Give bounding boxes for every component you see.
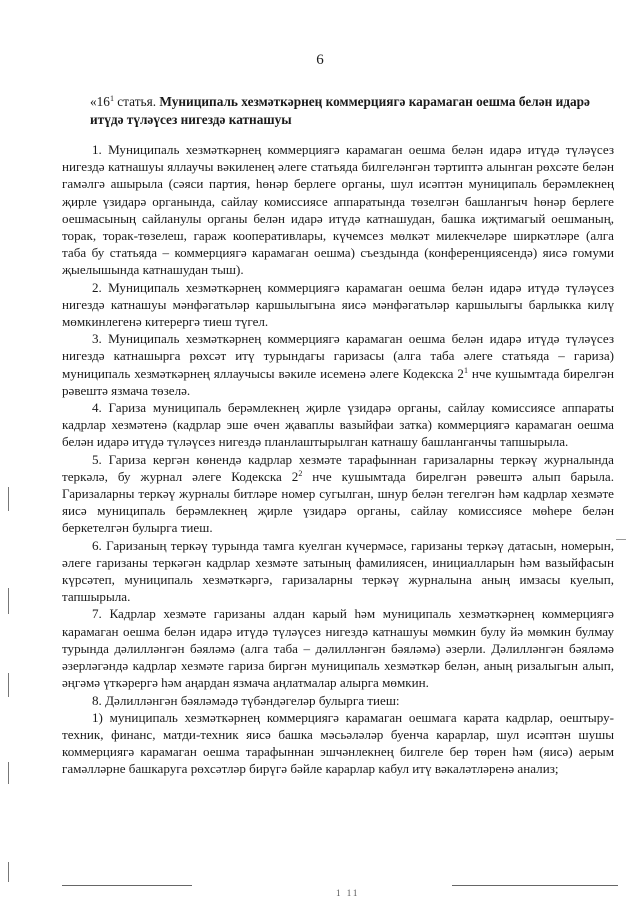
scan-margin-mark bbox=[8, 862, 9, 882]
scan-margin-mark bbox=[8, 588, 9, 614]
scan-bottom-marks: 1 11 bbox=[336, 888, 360, 898]
scan-margin-mark bbox=[616, 539, 626, 540]
paragraph-8: 8. Дәлилләнгән бәяләмәдә түбәндәгеләр булырга тиеш: bbox=[92, 692, 400, 708]
scan-margin-mark bbox=[8, 762, 9, 784]
scan-bottom-rule bbox=[452, 885, 618, 886]
paragraph-3: 3. Муниципаль хезмәткәрнең коммерциягә карамаган оешма белән идарә итүдә түләүсез нигездә катнашырга рөхсәт итү турындагы гаризасы (алга таба әлеге статьяда – гариза) муниципаль хезмәткәрнең яллаучысы вәкиле исеменә әлеге Кодекска $2^1$ нче кушымтада бирелгән рәвештә язмача төзелә. bbox=[62, 331, 614, 398]
paragraph-1: 1. Муниципаль хезмәткәрнең коммерциягә карамаган оешма белән идарә итүдә түләүсез нигездә катнашуы яллаучы вәкиленең әлеге статьяда билгеләнгән тәртиптә алынган рөхсәте белән гамәлгә ашырыла (сәяси партия, һөнәр берлеге органы, шул исәптән муниципаль берәмлекнең җирле үзидарә органында, сайлау комиссиясе аппаратында төзелгән башлангыч һөнәр берлеге оешмасының сайланулы органы белән идарә итүдә катнашудан, башка иҗтимагый оешманың, торак, торак-төзелеш, гараж кооперативлары, күчемсез мөлкәт милекчеләре ширкәтләре (алга таба бу статьяда – коммерциягә карамаган оешма) съездында (конференциясендә) яисә гомуми җыелышында катнашудан тыш). bbox=[62, 142, 614, 278]
article-heading bbox=[90, 93, 612, 129]
scan-bottom-rule bbox=[62, 885, 192, 886]
page-number: 6 bbox=[316, 52, 324, 68]
paragraph-7: 7. Кадрлар хезмәте гаризаны алдан карый һәм муниципаль хезмәткәрнең коммерциягә карамаган оешма белән идарә итүдә түләүсез нигездә катнашуы мөмкин булу йә мөмкин булмау турында дәлилләнгән бәяләмә (алга таба – дәлилләнгән бәяләмә) әзерли. Дәлилләнгән бәяләмә әзерләгәндә кадрлар хезмәте гариза биргән муниципаль хезмәткәр белән, аның ризалыгын алып, әңгәмә үткәрергә һәм аңардан язмача аңлатмалар алырга мөмкин. bbox=[62, 606, 614, 691]
article-number: «$16^1$ статья. bbox=[90, 94, 157, 109]
scan-margin-mark bbox=[8, 673, 9, 697]
paragraph-6: 6. Гаризаның теркәү турында тамга куелган күчермәсе, гаризаны теркәү датасын, номерын, әлеге гаризаны теркәгән кадрлар хезмәте затының фамилиясен, инициалларын һәм вазыйфасын күрсәтеп, муниципаль хезмәткәргә, гаризаларны теркәү журналына аның имзасы куелып, тапшырыла. bbox=[62, 537, 614, 605]
paragraph-5: 5. Гариза кергән көнендә кадрлар хезмәте тарафыннан гаризаларны теркәү журналында теркәлә, бу журнал әлеге Кодекска $2^2$ нче кушымтада бирелгән рәвештә алып барыла. Гаризаларны теркәү журналы битләре номер сугылган, шнур белән тегелгән һәм кадрлар хезмәте яисә муниципаль берәмлекнең җирле үзидарә органы, сайлау комиссиясе мөһере белән беркетелгән булырга тиеш. bbox=[62, 451, 614, 536]
scan-margin-mark bbox=[8, 487, 9, 511]
paragraph-8-item-1: 1) муниципаль хезмәткәрнең коммерциягә карамаган оешмага карата кадрлар, оештыру-техник, финанс, матди-техник яисә башка мәсьәләләр буенча карарлар, шул исәптән шушы коммерциягә карамаган оешма тарафыннан эшчәнлекнең билгеле бер төрен һәм (яисә) аерым гамәлләрне башкаруга рөхсәтләр бирүгә бәйле карарлар кабул итү вәкаләтләренә анализ; bbox=[62, 709, 614, 777]
article-body bbox=[62, 141, 614, 778]
paragraph-4: 4. Гариза муниципаль берәмлекнең җирле үзидарә органы, сайлау комиссиясе аппараты кадрлар хезмәтенә (кадрлар эше өчен җаваплы вазыйфаи затка) коммерциягә карамаган оешма белән идарә итүдә түләүсез нигездә планлаштырылган катнашу башланганчы тапшырыла. bbox=[62, 400, 614, 450]
article-title: Муниципаль хезмәткәрнең коммерциягә карамаган оешма белән идарә итүдә түләүсез нигездә катнашуы bbox=[90, 94, 590, 127]
paragraph-2: 2. Муниципаль хезмәткәрнең коммерциягә карамаган оешма белән идарә итүдә түләүсез нигездә катнашуы мәнфәгатьләр каршылыгына яисә мәнфәгатьләр каршылыгы барлыкка килү мөмкинлегенә китерергә тиеш түгел. bbox=[62, 279, 614, 330]
